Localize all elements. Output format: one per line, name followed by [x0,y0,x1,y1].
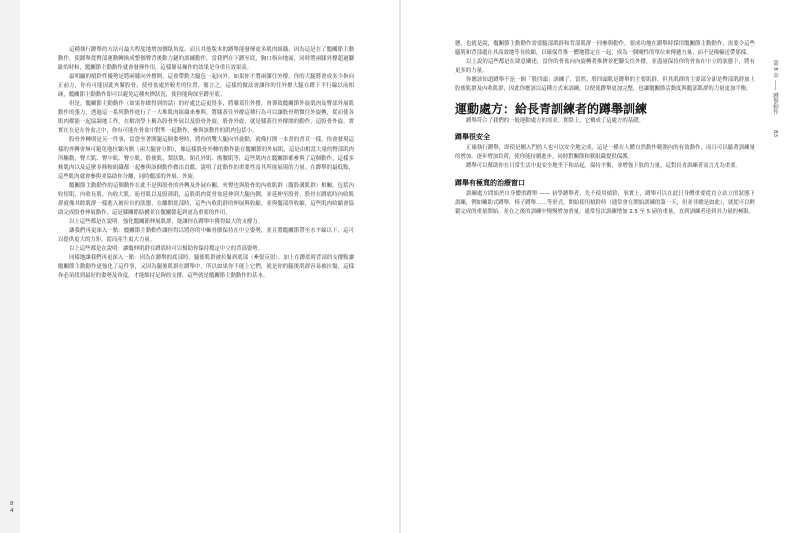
section-lead: 蹲舉符合了我們的一般運動處方的需求，實際上，它構成了這處方的基礎。 [466,118,644,125]
right-text-column [455,40,755,217]
section-title: 運動處方：給長青訓練者的蹲舉訓練 [455,102,648,117]
paragraph: 最明顯的槓鈴性優勢是將兩膝向外撐開，這會帶動大腿包一起向外，如果你不將兩膝往外撐，你的大腿將會成多少指向正前方，你有可能因此夾緊股骨，使骨盆處於較差的位置。簡言之，這樣的做法會讓你的往外撐大腿在蹲下平行線以前相碰，髖關節主動動作即可以避免這種夾擠狀況，使你能夠深至蹲至底。 [58,74,354,99]
subsection-title: 蹲舉很安全 [455,133,490,142]
paragraph: 訓練處方問始於自身體重蹲舉 —— 初學蹲舉者，先不使用槓鈴，事實上，蹲舉可以在此日身體重要從直立站立的狀態下訓練，例如輔助式蹲舉，椅子蹲舉……等形式，開始使用槓鈴時（通常會在開始訓練的第一天，但並非總是如此），就從可以輕鬆完成的重量開始，並在之後的訓練中慢慢增加重量，通常每次訓練增加 2.5 至 5 磅的重量，直到訓練者達到其力量的極限。 [455,190,755,215]
right-page [400,0,800,533]
paragraph: 這種執行蹲舉的方法可最大程度地增加側臥角度，而且其他版本的蹲舉能發揮更多肌肉組織，因為這是在了髖關節主動動作，使蹲舉從臀部運動轉換成整個臀背後動力鏈的訓練動作，當我們在下蹲至底，胸口指向地面，同時將兩膝外撐超過腳趾的時候，髖關節主動動作就會發揮作用，這樣簡易操作的效果是身重且效果高。 [58,47,354,72]
left-text-column [58,46,354,281]
paragraph: 蹲舉可以幫助你在日常生活中更安全地坐下和站起，保持平衡，並增強下肢的力量，這對長青訓練者而言尤為重要。 [466,163,741,170]
folio-digit: 4 [10,508,14,514]
paragraph: 以上說的這些都是在肆意闡述，當你的骨盆向內旋轉著推擠並把腳尖往外撐，並盡量保持你的骨盆在中立的狀態下，將有更多的力量。 [455,59,755,75]
running-header: 第 8 章 —— 蹲舉動作 [772,60,778,115]
paragraph: 以上這些都是在說明：強化髖關節伸展肌群，能讓你在蹲舉中獲得最大的支撐力。 [69,218,264,225]
paragraph: 你應該知道蹲舉不是一個「股四頭」訓練了，當然，股四頭肌是蹲舉的主要肌群，但其肌群的主要部分卻是臀部肌群加上股後肌群及內收肌群，因此你應該以這種方式來訓練，以便使蹲舉更加完整，也讓髖關節活動度與髖部肌群的力量更加平衡。 [455,77,755,93]
page-number: 83 [772,130,778,137]
paragraph: 正確執行蹲舉，即使是剛入門的人也可以安全地完成，這是一種在人體自然動作範圍內的有效動作，而且可以隨著訓練量的增加，逐步增加負荷，使你能持續進步，同時對關節和軟組織提供保護。 [455,145,755,161]
paragraph: 讓我們再更深入一點：髖關節主動動作讓你得以將你的中軸骨骼保持在中立姿勢，並且將髖關節帶至水平線以下，這可以提供更大的力矩，從而產生更大力量。 [58,227,354,243]
paragraph: 懸，也就是說，髖關節主動動作需要腿部肌群和背部肌群一同參與動作，要成功地在蹲舉時採用髖關節主動動作，需要令這些腿肌和背部處在其高效地等長收縮，以確保背推一體地穩定在一起，成為一個剛性的單位來傳遞力量，而不是像輸送帶那樣。 [455,41,755,57]
paragraph: 股骨外轉則是另一件事，當您坐著開腿這個姿勢時，將你的雙大腿向外旋動，就像打開一本書的書頁一樣，你會發現這樣的外轉會無可避免地拉緊內側（兩大腿會分開），像這樣股骨外轉的動作能在髖關節的外展肌，這是由相當大量的臀部肌肉所驅動，臀大肌、臀中肌、臀小肌，股後肌、梨狀肌，閉孔外肌、髂腰肌等，這些肌肉在髖關節都參與了這個動作，這樣多條肌肉以及這麼多條較組織都一起參與該個動作做出貢獻，說明了此動作的重要性及其所能展現的力量。在蹲舉的最低點，這些肌肉就會參與並協助你分離，同時髖部的外展、外旋。 [58,137,354,180]
folio-digit: 8 [10,501,14,507]
paragraph: 同樣地讓我們再更深入一點：因為在蹲舉的底部時，腿後肌群被拉緊到底部（牽張反射），加上在蹲底時背部的支撐點讓髖關節主動動作更強化了這件事，又因為腿後肌群在蹲舉中，所以如果你不能上它們，就是你的腿後肌群容易被拉傷，這樣你必須找到最好的姿勢及角度，才能維持足夠的支撐，這些就是髖關節主動動作的基本。 [58,255,354,280]
subsection-title: 蹲舉有極寬的治療窗口 [455,178,525,187]
page-folio [10,501,14,515]
paragraph: 以上這些都是在說明：讓髖伸肌群在蹲底時可以幫助你保持穩定中立的背部姿勢。 [69,246,264,253]
paragraph: 髖關節主動動作的這個動作在此不是與股骨的外轉及外展有關，夾臀也與股骨的內收肌群（腹股溝肌群）相關，包括內收短肌、內收長肌、內收大肌、恥骨肌以及股薄肌，這股肌肉從骨盆延伸到大腿內側，並延伸至股骨，股骨在蹲底時內收肌群就像其餘肌群一樣進入被拉長的狀態，在離開底部時，這些內收肌群的伸展與收縮，並與髖部所收縮，這些肌肉收縮會協助完成股骨伸展動作，這是膝關節結構並在髖關節起到更為重要的作用。 [58,182,354,216]
paragraph: 但是，髖關節主動動作（如果你做得到的話）的好處比這更得多，將膝蓋往外撐，會導致髖關節外旋肌肉及臀部外展肌動作的張力，透過這一系列動作進行了一大堆肌肉組織來參與，將膝蓋往外撐這種行為可以讓股骨稍微往外旋轉，從而使各肌肉都能一起協調地工作，在解剖學上稱為股骨外展以及股骨外旋。股骨外旋，就是膝蓋往外撐開的動作，這股骨外旋，實實在在是在骨盆之中，你有可能在骨盆中對準一起動作，參與該動作的肌肉包括小。 [58,101,354,135]
